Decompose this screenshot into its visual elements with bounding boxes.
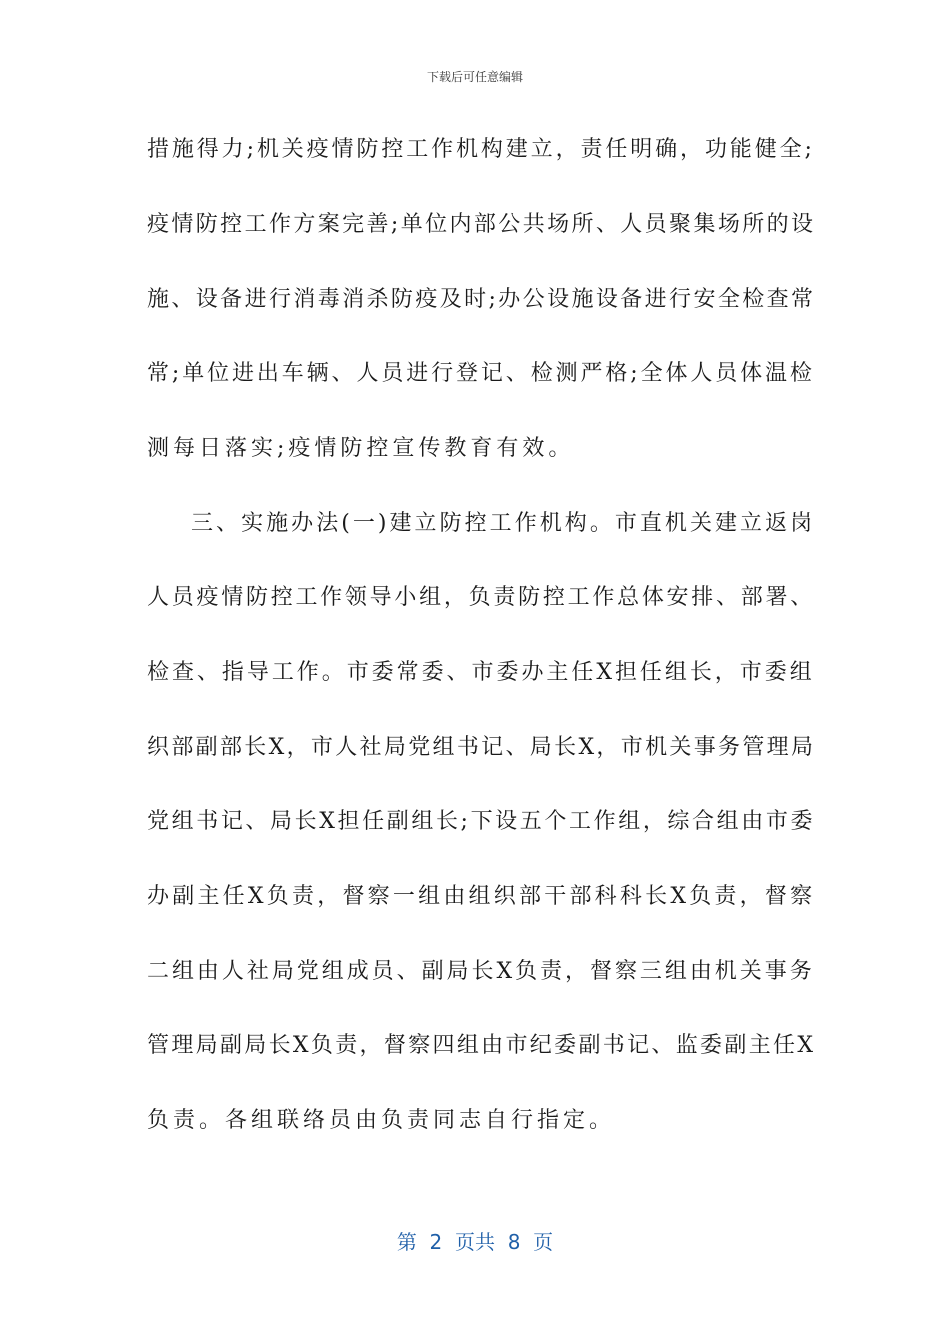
text-line-14: 负责。各组联络员由负责同志自行指定。 <box>147 1108 616 1133</box>
header-note: 下载后可任意编辑 <box>426 70 523 84</box>
text-line-9: 织部副部长X，市人社局党组书记、局长X，市机关事务管理局 <box>147 735 816 760</box>
text-line-6: 三、实施办法(一)建立防控工作机构。市直机关建立返岗 <box>191 511 816 536</box>
text-line-3: 施、设备进行消毒消杀防疫及时;办公设施设备进行安全检查常 <box>147 287 816 312</box>
text-line-8: 检查、指导工作。市委常委、市委办主任X担任组长，市委组 <box>147 660 815 685</box>
text-line-12: 二组由人社局党组成员、副局长X负责，督察三组由机关事务 <box>147 959 815 984</box>
page-number-footer: 第 2 页共 8 页 <box>396 1230 554 1254</box>
text-line-4: 常;单位进出车辆、人员进行登记、检测严格;全体人员体温检 <box>147 361 815 386</box>
text-line-1: 措施得力;机关疫情防控工作机构建立，责任明确，功能健全; <box>147 137 815 162</box>
text-line-13: 管理局副局长X负责，督察四组由市纪委副书记、监委副主任X <box>147 1033 816 1058</box>
text-line-2: 疫情防控工作方案完善;单位内部公共场所、人员聚集场所的设 <box>147 212 816 237</box>
text-line-11: 办副主任X负责，督察一组由组织部干部科科长X负责，督察 <box>147 884 816 909</box>
text-line-10: 党组书记、局长X担任副组长;下设五个工作组，综合组由市委 <box>147 809 816 834</box>
text-line-7: 人员疫情防控工作领导小组，负责防控工作总体安排、部署、 <box>147 585 816 610</box>
text-line-5: 测每日落实;疫情防控宣传教育有效。 <box>147 436 575 461</box>
